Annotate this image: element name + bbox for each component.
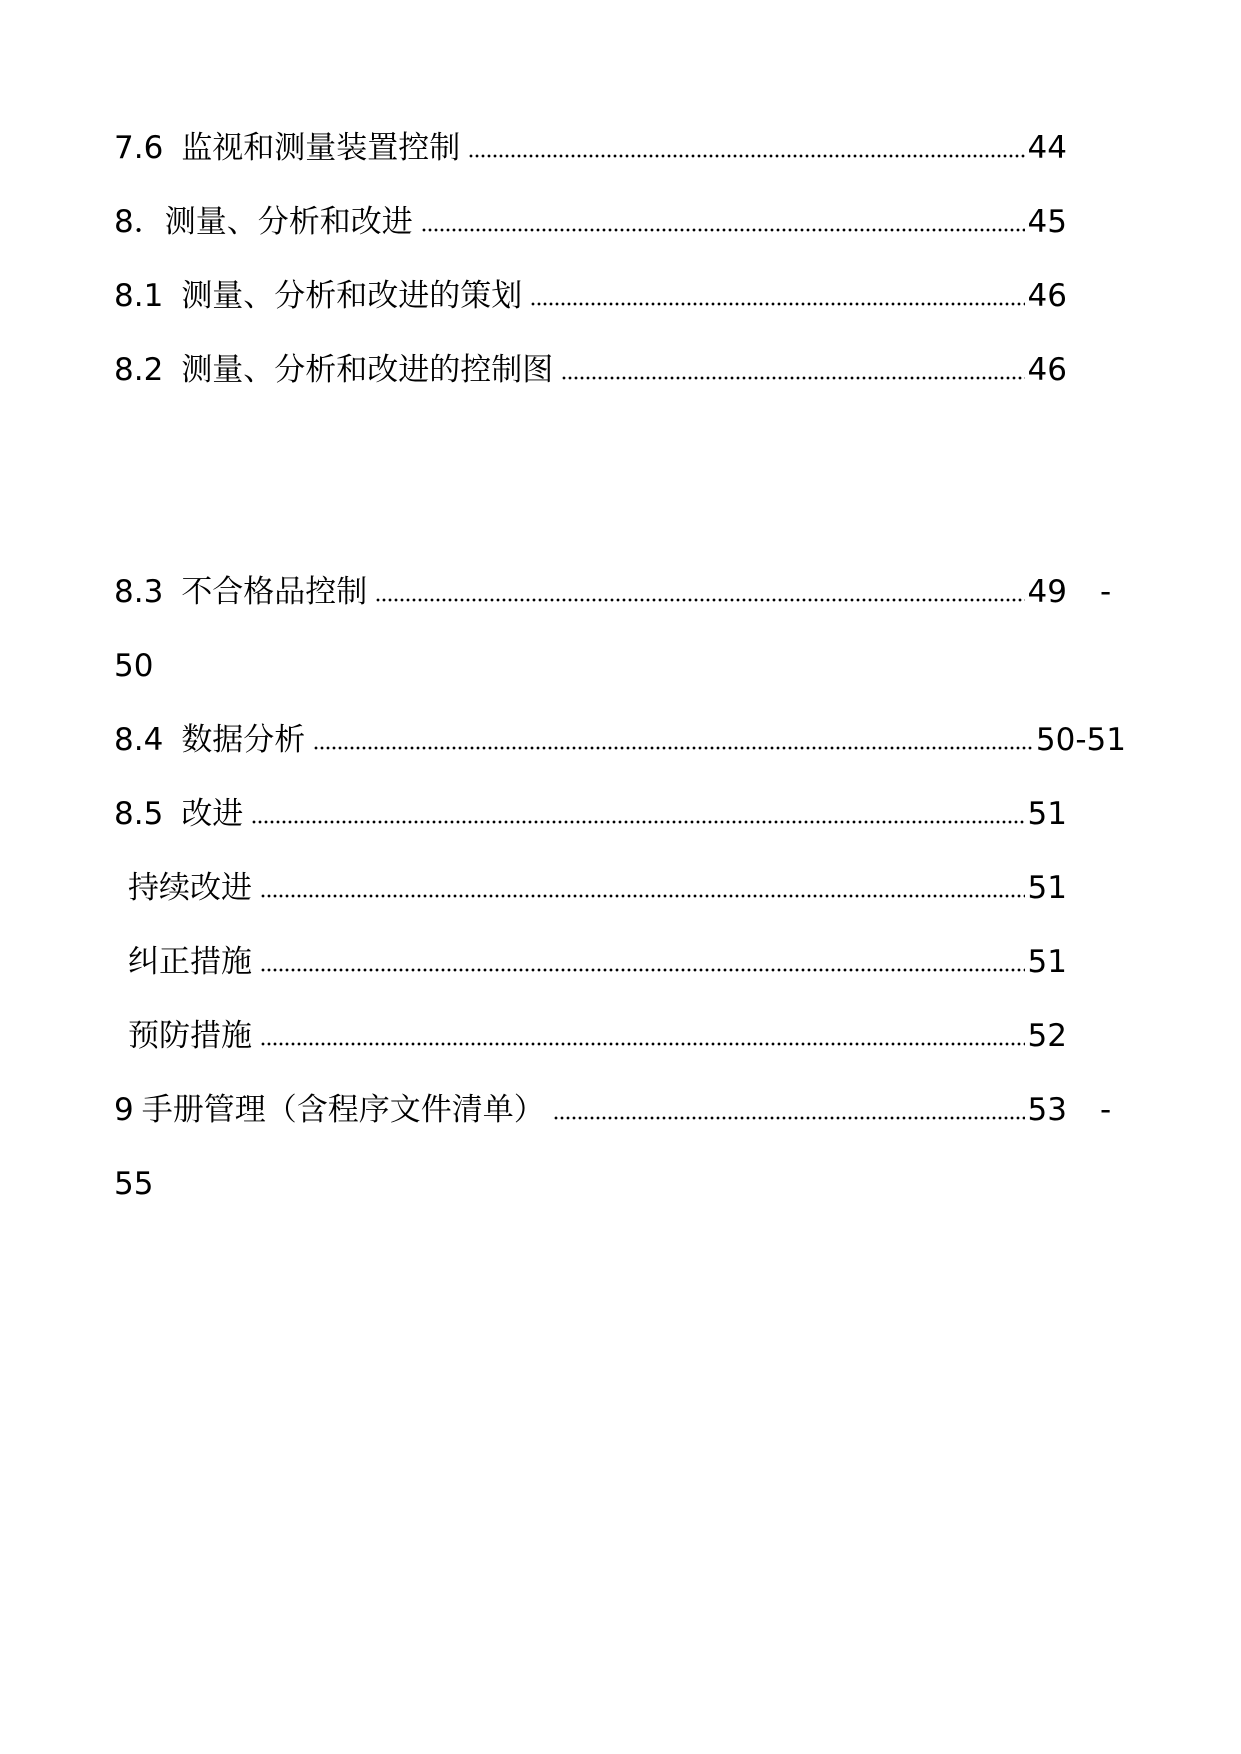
- toc-entry-8-1[interactable]: [114, 274, 1067, 318]
- toc-entry-title: 预防措施: [128, 1018, 252, 1054]
- toc-entry-preventive-action[interactable]: [128, 1014, 1067, 1058]
- toc-entry-title: 改进: [181, 796, 244, 832]
- dot-leader: [260, 1042, 1025, 1046]
- dot-leader: [260, 894, 1025, 898]
- dot-leader: [468, 154, 1024, 158]
- toc-entry-page: 52: [1027, 1018, 1067, 1054]
- dot-leader: [530, 302, 1024, 306]
- toc-entry-page-continued: 55: [114, 1166, 154, 1202]
- toc-entry-8-5[interactable]: [114, 792, 1067, 836]
- toc-entry-number: 8.2: [114, 352, 164, 388]
- toc-entry-continuous-improvement[interactable]: [128, 866, 1067, 910]
- toc-entry-title: 不合格品控制: [181, 574, 368, 610]
- toc-entry-page: 46: [1027, 352, 1067, 388]
- dot-leader: [375, 598, 1024, 602]
- toc-entry-title: 监视和测量装置控制: [181, 130, 461, 166]
- toc-entry-title: 手册管理（含程序文件清单）: [141, 1092, 545, 1128]
- toc-entry-page-continued: 50: [114, 648, 154, 684]
- toc-entry-title: 纠正措施: [128, 944, 252, 980]
- toc-entry-number: 8.3: [114, 574, 164, 610]
- dot-leader: [421, 228, 1025, 232]
- toc-entry-number: 8: [114, 204, 134, 240]
- toc-entry-title: 测量、分析和改进的策划: [181, 278, 523, 314]
- toc-entry-page: 53: [1027, 1092, 1067, 1128]
- toc-entry-page: 44: [1027, 130, 1067, 166]
- toc-entry-page: 50-51: [1035, 722, 1126, 758]
- page-range-separator: -: [1100, 1092, 1112, 1128]
- toc-entry-8-2[interactable]: [114, 348, 1067, 392]
- toc-entry-number: 8.5: [114, 796, 164, 832]
- toc-entry-7-6[interactable]: [114, 126, 1067, 170]
- toc-entry-8-4[interactable]: [114, 718, 1126, 762]
- toc-entry-page: 49: [1027, 574, 1067, 610]
- toc-entry-number: 9: [114, 1092, 134, 1128]
- toc-entry-page: 46: [1027, 278, 1067, 314]
- toc-entry-page: 51: [1027, 796, 1067, 832]
- toc-entry-title: 数据分析: [181, 722, 306, 758]
- toc-entry-page: 51: [1027, 944, 1067, 980]
- dot-leader: [313, 746, 1033, 750]
- dot-leader: [251, 820, 1024, 824]
- toc-entry-page: 51: [1027, 870, 1067, 906]
- toc-entry-number: 8.1: [114, 278, 164, 314]
- toc-entry-title: 测量、分析和改进的控制图: [181, 352, 554, 388]
- toc-entry-title: ．测量、分析和改进: [133, 204, 413, 240]
- toc-entry-title: 持续改进: [128, 870, 252, 906]
- page-range-separator: -: [1100, 574, 1112, 610]
- toc-entry-number: 7.6: [114, 130, 164, 166]
- toc-entry-page: 45: [1027, 204, 1067, 240]
- dot-leader: [260, 968, 1025, 972]
- toc-entry-number: 8.4: [114, 722, 164, 758]
- toc-entry-corrective-action[interactable]: [128, 940, 1067, 984]
- toc-entry-8[interactable]: [114, 200, 1067, 244]
- toc-entry-9[interactable]: [114, 1088, 1067, 1132]
- toc-entry-8-3[interactable]: [114, 570, 1067, 614]
- dot-leader: [553, 1116, 1025, 1120]
- dot-leader: [561, 376, 1024, 380]
